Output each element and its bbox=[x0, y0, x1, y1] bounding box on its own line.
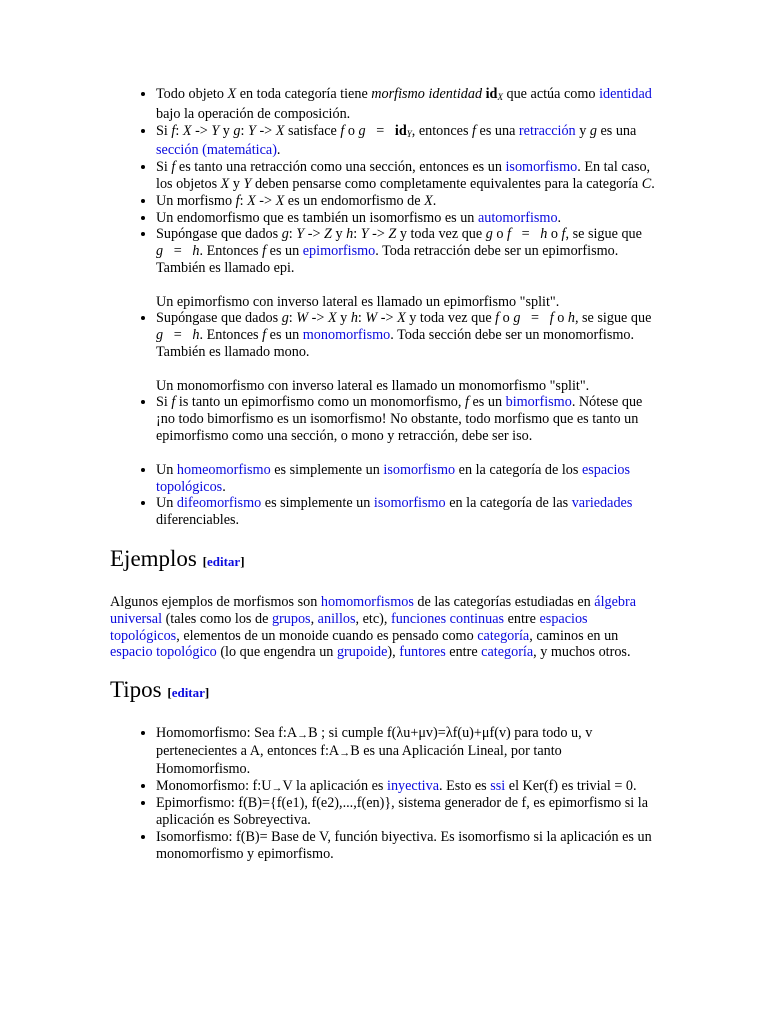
list-item: • Si f es tanto una retracción como una sección, entonces es un isomorfismo. En tal caso, los objetos X y Y deben pensarse como completamente equivalentes para la categoría C. bbox=[156, 159, 655, 193]
list-item: • Isomorfismo: f(B)= Base de V, función biyectiva. Es isomorfismo si la aplicación es un monomorfismo y epimorfismo. bbox=[156, 829, 655, 863]
link-monomorfismo[interactable]: monomorfismo bbox=[302, 327, 391, 344]
link-automorfismo[interactable]: automorfismo bbox=[477, 209, 558, 226]
section-heading-tipos: Tipos [editar] bbox=[110, 677, 210, 703]
link-seccion[interactable]: sección (matemática) bbox=[156, 142, 277, 159]
link-grupos[interactable]: grupos bbox=[271, 610, 311, 627]
list-item: • Un homeomorfismo es simplemente un isomorfismo en la categoría de los espacios topológicos. bbox=[156, 462, 655, 496]
link-espacios-topologicos[interactable]: espacios topológicos bbox=[110, 610, 588, 644]
link-categoria[interactable]: categoría bbox=[481, 644, 534, 661]
list-item: • Homomorfismo: Sea f:A→B ; si cumple f(λu+μv)=λf(u)+μf(v) para todo u, v pertenecientes a A, entonces f:A→B es una Aplicación Lineal, por tanto Homomorfismo. bbox=[156, 725, 655, 777]
list-item: • Supóngase que dados g: Y -> Z y h: Y -> Z y toda vez que g o f = h o f, se sigue que g = h. Entonces f es un epimorfismo. Toda retracción debe ser un epimorfismo. También es llamado epi. Un epimorfismo con inverso lateral es llamado un epimorfismo "split". bbox=[156, 226, 655, 310]
link-categoria[interactable]: categoría bbox=[477, 627, 530, 644]
list-item: • Si f is tanto un epimorfismo como un monomorfismo, f es un bimorfismo. Nótese que ¡no todo bimorfismo es un isomorfismo! No obstante, todo morfismo que es tanto un epimorfismo como una sección, o mono y retracción, debe ser iso. bbox=[156, 394, 655, 444]
ejemplos-paragraph: Algunos ejemplos de morfismos son homomorfismos de las categorías estudiadas en álgebra universal (tales como los de grupos, anillos, etc), funciones continuas entre espacios topológicos, elementos de un monoide cuando es pensado como categoría, caminos en un espacio topológico (lo que engendra un grupoide), funtores entre categoría, y muchos otros. bbox=[110, 593, 637, 661]
list-item: • Monomorfismo: f:U→V la aplicación es inyectiva. Esto es ssi el Ker(f) es trivial = 0. bbox=[156, 778, 655, 796]
link-difeomorfismo[interactable]: difeomorfismo bbox=[176, 495, 262, 512]
article-body bbox=[110, 86, 655, 862]
edit-link[interactable]: editar bbox=[171, 685, 205, 701]
link-espacio-topologico[interactable]: espacio topológico bbox=[110, 644, 217, 661]
link-retraccion[interactable]: retracción bbox=[518, 122, 576, 139]
link-identidad[interactable]: identidad bbox=[599, 86, 652, 102]
extra-list bbox=[110, 462, 655, 529]
link-ssi[interactable]: ssi bbox=[490, 777, 506, 794]
link-grupoide[interactable]: grupoide bbox=[336, 644, 388, 661]
link-inyectiva[interactable]: inyectiva bbox=[387, 777, 439, 794]
arrow-icon: → bbox=[271, 781, 283, 794]
edit-link-wrapper: [editar] bbox=[202, 553, 245, 569]
link-espacios-topologicos[interactable]: espacios topológicos bbox=[156, 461, 631, 495]
link-homomorfismos[interactable]: homomorfismos bbox=[320, 593, 414, 610]
list-item: • Supóngase que dados g: W -> X y h: W -> X y toda vez que f o g = f o h, se sigue que g = h. Entonces f es un monomorfismo. Toda sección debe ser un monomorfismo. También es llamado mono. Un monomorfismo con inverso lateral es llamado un monomorfismo "split". bbox=[156, 310, 655, 394]
link-funciones-continuas[interactable]: funciones continuas bbox=[390, 610, 505, 627]
list-item: • Un difeomorfismo es simplemente un isomorfismo en la categoría de las variedades diferenciables. bbox=[156, 495, 655, 529]
link-epimorfismo[interactable]: epimorfismo bbox=[302, 243, 376, 260]
link-anillos[interactable]: anillos bbox=[317, 610, 356, 627]
list-item: • Un morfismo f: X -> X es un endomorfismo de X. bbox=[156, 193, 655, 210]
tipos-list bbox=[110, 725, 655, 862]
link-funtores[interactable]: funtores bbox=[399, 644, 446, 661]
link-algebra-universal[interactable]: álgebra universal bbox=[110, 593, 637, 627]
link-bimorfismo[interactable]: bimorfismo bbox=[505, 394, 572, 411]
arrow-icon: → bbox=[339, 746, 351, 759]
edit-link-wrapper: [editar] bbox=[167, 685, 210, 701]
link-variedades[interactable]: variedades bbox=[571, 495, 633, 512]
link-isomorfismo[interactable]: isomorfismo bbox=[373, 495, 446, 512]
section-heading-ejemplos: Ejemplos [editar] bbox=[110, 545, 245, 571]
edit-link[interactable]: editar bbox=[206, 553, 241, 569]
arrow-icon: → bbox=[297, 729, 309, 742]
list-item: • Todo objeto X en toda categoría tiene morfismo identidad $id_X$ que actúa como identidad bajo la operación de composición. bbox=[156, 86, 655, 123]
list-item: • Si f: X -> Y y g: Y -> X satisface f o $g = id_Y$, entonces f es una retracción y g es una sección (matemática). bbox=[156, 123, 655, 160]
list-item: • Un endomorfismo que es también un isomorfismo es un automorfismo. bbox=[156, 210, 655, 227]
link-isomorfismo[interactable]: isomorfismo bbox=[505, 159, 578, 176]
properties-list bbox=[110, 86, 655, 445]
link-homeomorfismo[interactable]: homeomorfismo bbox=[176, 461, 271, 478]
link-isomorfismo[interactable]: isomorfismo bbox=[383, 461, 456, 478]
spacer bbox=[110, 445, 655, 462]
list-item: • Epimorfismo: f(B)={f(e1), f(e2),...,f(en)}, sistema generador de f, es epimorfismo si la aplicación es Sobreyectiva. bbox=[156, 795, 655, 829]
